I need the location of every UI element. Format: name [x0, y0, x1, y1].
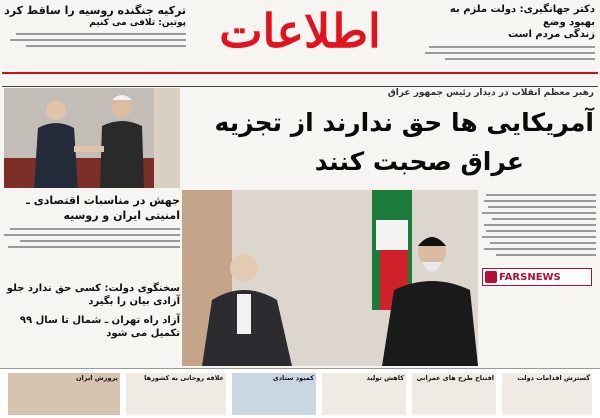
- left-column: [4, 192, 180, 340]
- farsnews-watermark: [482, 268, 592, 286]
- top-left-line2: پوتین: تلافی می کنیم: [89, 17, 186, 28]
- top-right-line1: دکتر جهانگیری: دولت ملزم به بهبود وضع: [449, 4, 595, 28]
- bottom-item-5-text: علاقه روحانی به کشورها: [144, 374, 224, 382]
- main-headline-line1: آمریکایی ها حق ندارند از تجزیه: [214, 108, 594, 137]
- bottom-item-2: [412, 373, 496, 415]
- bottom-item-4-text: کمبود ستادی: [272, 374, 314, 382]
- top-left-headline: [4, 4, 186, 51]
- top-right-headline: [425, 4, 595, 64]
- main-headline: [180, 104, 594, 182]
- top-right-line2: زندگی مردم است: [508, 29, 595, 40]
- bottom-item-2-text: افتتاح طرح های عمرانی: [416, 374, 494, 382]
- bottom-item-6-text: پرورش ایران: [76, 374, 118, 382]
- bottom-item-3-text: کاهش تولید: [366, 374, 404, 382]
- top-left-line1: ترکیه جنگنده روسیه را ساقط کرد: [4, 4, 186, 17]
- bottom-item-5: [126, 373, 226, 415]
- farsnews-logo-icon: [485, 271, 497, 283]
- left-side-note: آزاد راه تهران ـ شمال تا سال ۹۹ تکمیل می شود: [19, 314, 180, 339]
- main-headline-line2: عراق صحبت کنند: [314, 146, 524, 176]
- right-column: [482, 190, 596, 260]
- bottom-strip: [0, 368, 600, 418]
- bottom-item-3: [322, 373, 406, 415]
- masthead: اطلاعات: [219, 4, 381, 58]
- kicker: رهبر معظم انقلاب در دیدار رئیس جمهور عراق: [387, 88, 594, 98]
- farsnews-label: FARSNEWS: [499, 271, 561, 283]
- bottom-item-1: [502, 373, 592, 415]
- dateline-rule: [2, 86, 598, 87]
- handshake-photo-icon: [4, 88, 180, 188]
- top-left-photo: [4, 88, 180, 188]
- bottom-item-4: [232, 373, 316, 415]
- main-photo: [182, 190, 478, 366]
- masthead-rule: [2, 72, 598, 74]
- left-headline-2: سخنگوی دولت: کسی حق ندارد جلو آزادی بیان را بگیرد: [6, 282, 180, 307]
- bottom-item-6: [8, 373, 120, 415]
- bottom-item-1-text: گسترش اقدامات دولت: [517, 374, 590, 382]
- left-headline: جهش در مناسبات اقتصادی ـ امنیتی ایران و روسیه: [26, 194, 180, 222]
- meeting-photo-icon: [182, 190, 478, 366]
